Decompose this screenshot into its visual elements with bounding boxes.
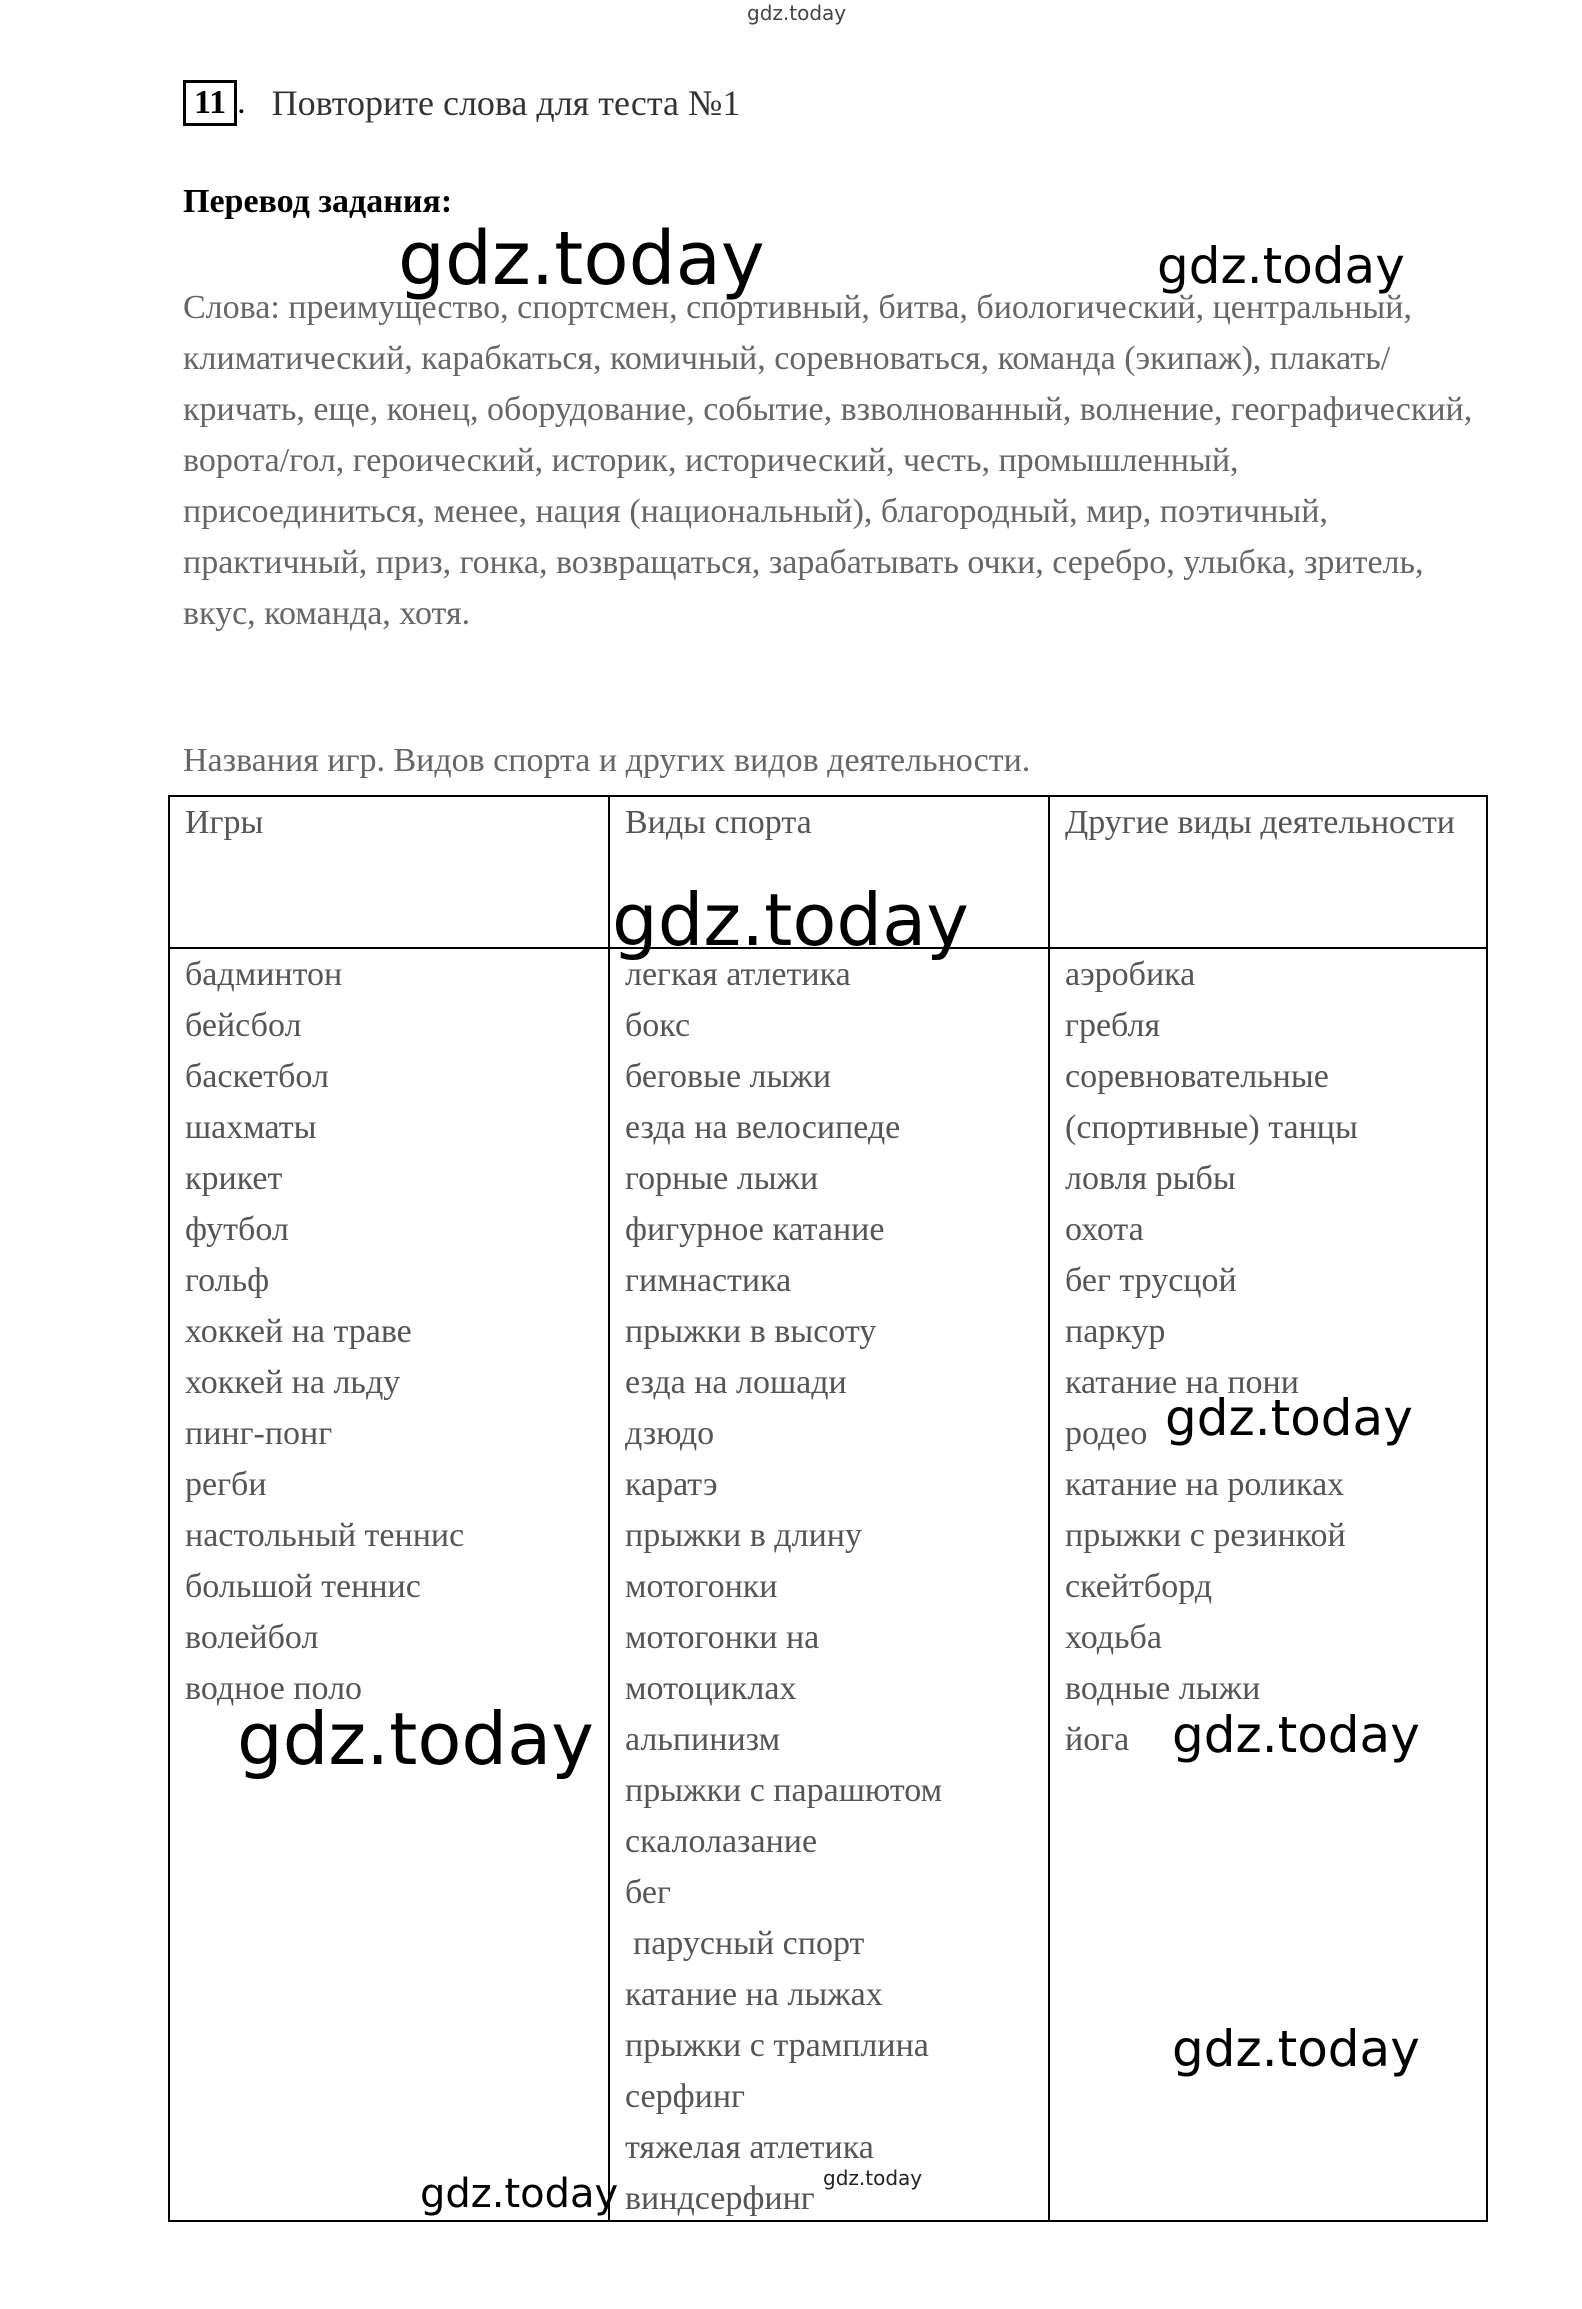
list-item: прыжки с резинкой [1065,1517,1346,1554]
sports-column [625,949,1035,2224]
header-other-activities: Другие виды деятельности [1065,804,1456,841]
translation-heading: Перевод задания: [183,183,453,220]
list-item: езда на велосипеде [625,1109,901,1146]
list-item: легкая атлетика [625,956,851,993]
header-sports: Виды спорта [625,804,812,841]
list-item: большой теннис [185,1568,421,1605]
list-item: йога [1065,1721,1130,1758]
watermark: gdz.today [1165,1389,1413,1447]
list-item: скалолазание [625,1823,818,1860]
list-item: ловля рыбы [1065,1160,1236,1197]
list-item: гимнастика [625,1262,792,1299]
words-paragraph: Слова: преимущество, спортсмен, спортивный, битва, биологический, центральный, климатический, карабкаться, комичный, соревноваться, команда (экипаж), плакать/кричать, еще, конец, оборудование, событие, взволнованный, волнение, географический, ворота/гол, героический, историк, исторический, честь, промышленный, присоединиться, менее, нация (национальный), благородный, мир, поэтичный, практичный, приз, гонка, возвращаться, зарабатывать очки, серебро, улыбка, зритель, вкус, команда, хотя. [183,289,1473,632]
list-item: горные лыжи [625,1160,819,1197]
list-item: виндсерфинг [625,2180,815,2217]
list-item: беговые лыжи [625,1058,832,1095]
watermark: gdz.today [398,216,765,302]
list-item: паркур [1065,1313,1166,1350]
list-item: скейтборд [1065,1568,1213,1605]
list-item: тяжелая атлетика [625,2129,874,2166]
table-divider [1048,797,1050,2220]
activities-table [168,795,1488,2222]
watermark: gdz.today [1157,237,1405,295]
list-item: аэробика [1065,956,1196,993]
list-item: парусный спорт [633,1925,865,1962]
list-item: гребля [1065,1007,1161,1044]
list-item: бег трусцой [1065,1262,1237,1299]
watermark-top: gdz.today [747,1,847,25]
list-item: соревновательные [1065,1058,1329,1095]
sports-list [625,949,1035,2224]
list-item: альпинизм [625,1721,781,1758]
list-item: пинг-понг [185,1415,333,1452]
list-item: прыжки с парашютом [625,1772,943,1809]
list-item: водное поло [185,1670,363,1707]
list-item: водные лыжи [1065,1670,1261,1707]
list-item: прыжки в высоту [625,1313,877,1350]
header-games: Игры [185,804,264,841]
watermark: gdz.today [1172,1706,1420,1764]
list-item: езда на лошади [625,1364,847,1401]
list-item: ходьба [1065,1619,1162,1656]
other-column [1065,949,1475,1765]
list-item: катание на лыжах [625,1976,883,2013]
list-item: катание на роликах [1065,1466,1345,1503]
list-item: крикет [185,1160,283,1197]
list-item: регби [185,1466,267,1503]
list-item: бадминтон [185,956,343,993]
list-item: хоккей на траве [185,1313,412,1350]
list-item: бокс [625,1007,691,1044]
task-header [183,80,740,126]
games-list [185,949,595,1714]
watermark: gdz.today [1172,2020,1420,2078]
list-item: серфинг [625,2078,745,2115]
list-item: родео [1065,1415,1148,1452]
table-divider [608,797,610,2220]
games-column [185,949,595,1714]
list-item: прыжки в длину [625,1517,862,1554]
list-item: охота [1065,1211,1144,1248]
list-item: прыжки с трамплина [625,2027,929,2064]
watermark: gdz.today [612,878,969,962]
list-item: бег [625,1874,671,1911]
other-activities-list [1065,949,1475,1765]
watermark: gdz.today [237,1697,594,1781]
table-caption: Названия игр. Видов спорта и других видов деятельности. [183,742,1031,779]
task-number-dot: . [237,84,246,121]
watermark: gdz.today [420,2171,619,2217]
list-item: дзюдо [625,1415,715,1452]
list-item: мотогонки [625,1568,778,1605]
list-item: хоккей на льду [185,1364,401,1401]
list-item: катание на пони [1065,1364,1299,1401]
list-item: (спортивные) танцы [1065,1109,1358,1146]
task-number-box: 11 [183,80,237,126]
watermark: gdz.today [823,2166,923,2190]
list-item: настольный теннис [185,1517,465,1554]
list-item: мотоциклах [625,1670,797,1707]
task-title: Повторите слова для теста №1 [271,83,741,123]
list-item: шахматы [185,1109,317,1146]
list-item: каратэ [625,1466,718,1503]
list-item: гольф [185,1262,270,1299]
list-item: баскетбол [185,1058,329,1095]
list-item: фигурное катание [625,1211,885,1248]
list-item: футбол [185,1211,289,1248]
list-item: мотогонки на [625,1619,820,1656]
list-item: волейбол [185,1619,319,1656]
list-item: бейсбол [185,1007,302,1044]
